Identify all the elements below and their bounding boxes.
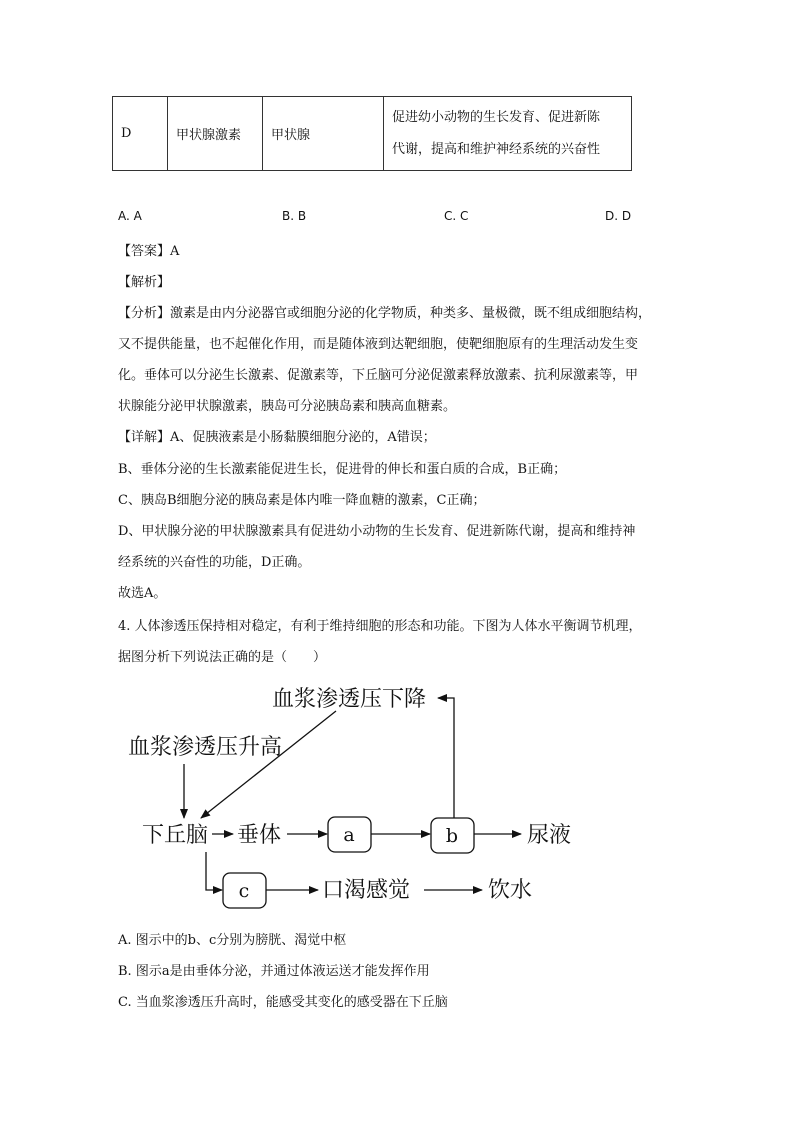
function-line-2: 代谢，提高和维护神经系统的兴奋性 (392, 141, 601, 157)
choice-c: C. C (444, 209, 469, 223)
gland-cell: 甲状腺 (263, 97, 384, 171)
answer-option-a: A. 图示中的b、c分别为膀胱、渴觉中枢 (118, 933, 347, 948)
question-line: 据图分析下列说法正确的是（ ） (118, 650, 327, 665)
detail-line: 故选A。 (118, 586, 167, 601)
box-b-label: b (445, 825, 459, 847)
box-a-label: a (343, 824, 355, 846)
detail-line: 经系统的兴奋性的功能，D正确。 (118, 555, 311, 570)
analysis-line: 状腺能分泌甲状腺激素，胰岛可分泌胰岛素和胰高血糖素。 (118, 399, 457, 414)
arrow-down-to-hypothalamus (201, 711, 336, 818)
answer: 【答案】A (118, 244, 180, 259)
analysis-line: 又不提供能量，也不起催化作用，而是随体液到达靶细胞，使靶细胞原有的生理活动发生变 (118, 337, 639, 352)
analysis-line: 化。垂体可以分泌生长激素、促激素等，下丘脑可分泌促激素释放激素、抗利尿激素等，甲 (118, 368, 639, 383)
option-cell: D (113, 97, 168, 171)
pituitary-label: 垂体 (237, 823, 282, 848)
thirst-label: 口渴感觉 (322, 878, 411, 903)
answer-option-c: C. 当血浆渗透压升高时，能感受其变化的感受器在下丘脑 (118, 995, 448, 1010)
question-line: 4. 人体渗透压保持相对稳定，有利于维持细胞的形态和功能。下图为人体水平衡调节机理， (118, 619, 642, 634)
plasma-down-label: 血浆渗透压下降 (272, 687, 427, 712)
box-c-label: c (238, 880, 250, 902)
detail-line: C、胰岛B细胞分泌的胰岛素是体内唯一降血糖的激素，C正确； (118, 493, 486, 508)
diagram-arrows (184, 698, 521, 890)
arrow-hypothalamus-to-c (206, 852, 222, 890)
answer-option-b: B. 图示a是由垂体分泌，并通过体液运送才能发挥作用 (118, 964, 430, 979)
hormone-cell: 甲状腺激素 (168, 97, 263, 171)
plasma-up-label: 血浆渗透压升高 (128, 735, 283, 760)
choice-b: B. B (282, 209, 307, 223)
drink-label: 饮水 (488, 878, 533, 903)
detail-line: B、垂体分泌的生长激素能促进生长，促进骨的伸长和蛋白质的合成，B正确； (118, 462, 567, 477)
detail-line: 【详解】A、促胰液素是小肠黏膜细胞分泌的，A错误； (118, 430, 436, 445)
choice-d: D. D (605, 209, 632, 223)
hypothalamus-label: 下丘脑 (142, 823, 209, 848)
function-line-1: 促进幼小动物的生长发育、促进新陈 (392, 109, 601, 125)
arrow-b-to-plasma-down (438, 698, 454, 818)
detail-line: D、甲状腺分泌的甲状腺激素具有促进幼小动物的生长发育、促进新陈代谢，提高和维持神 (118, 524, 636, 539)
analysis-heading: 【解析】 (118, 275, 171, 290)
analysis-line: 【分析】激素是由内分泌器官或细胞分泌的化学物质，种类多、量极微，既不组成细胞结构， (118, 306, 652, 321)
choice-a: A. A (118, 209, 142, 223)
urine-label: 尿液 (527, 823, 572, 848)
